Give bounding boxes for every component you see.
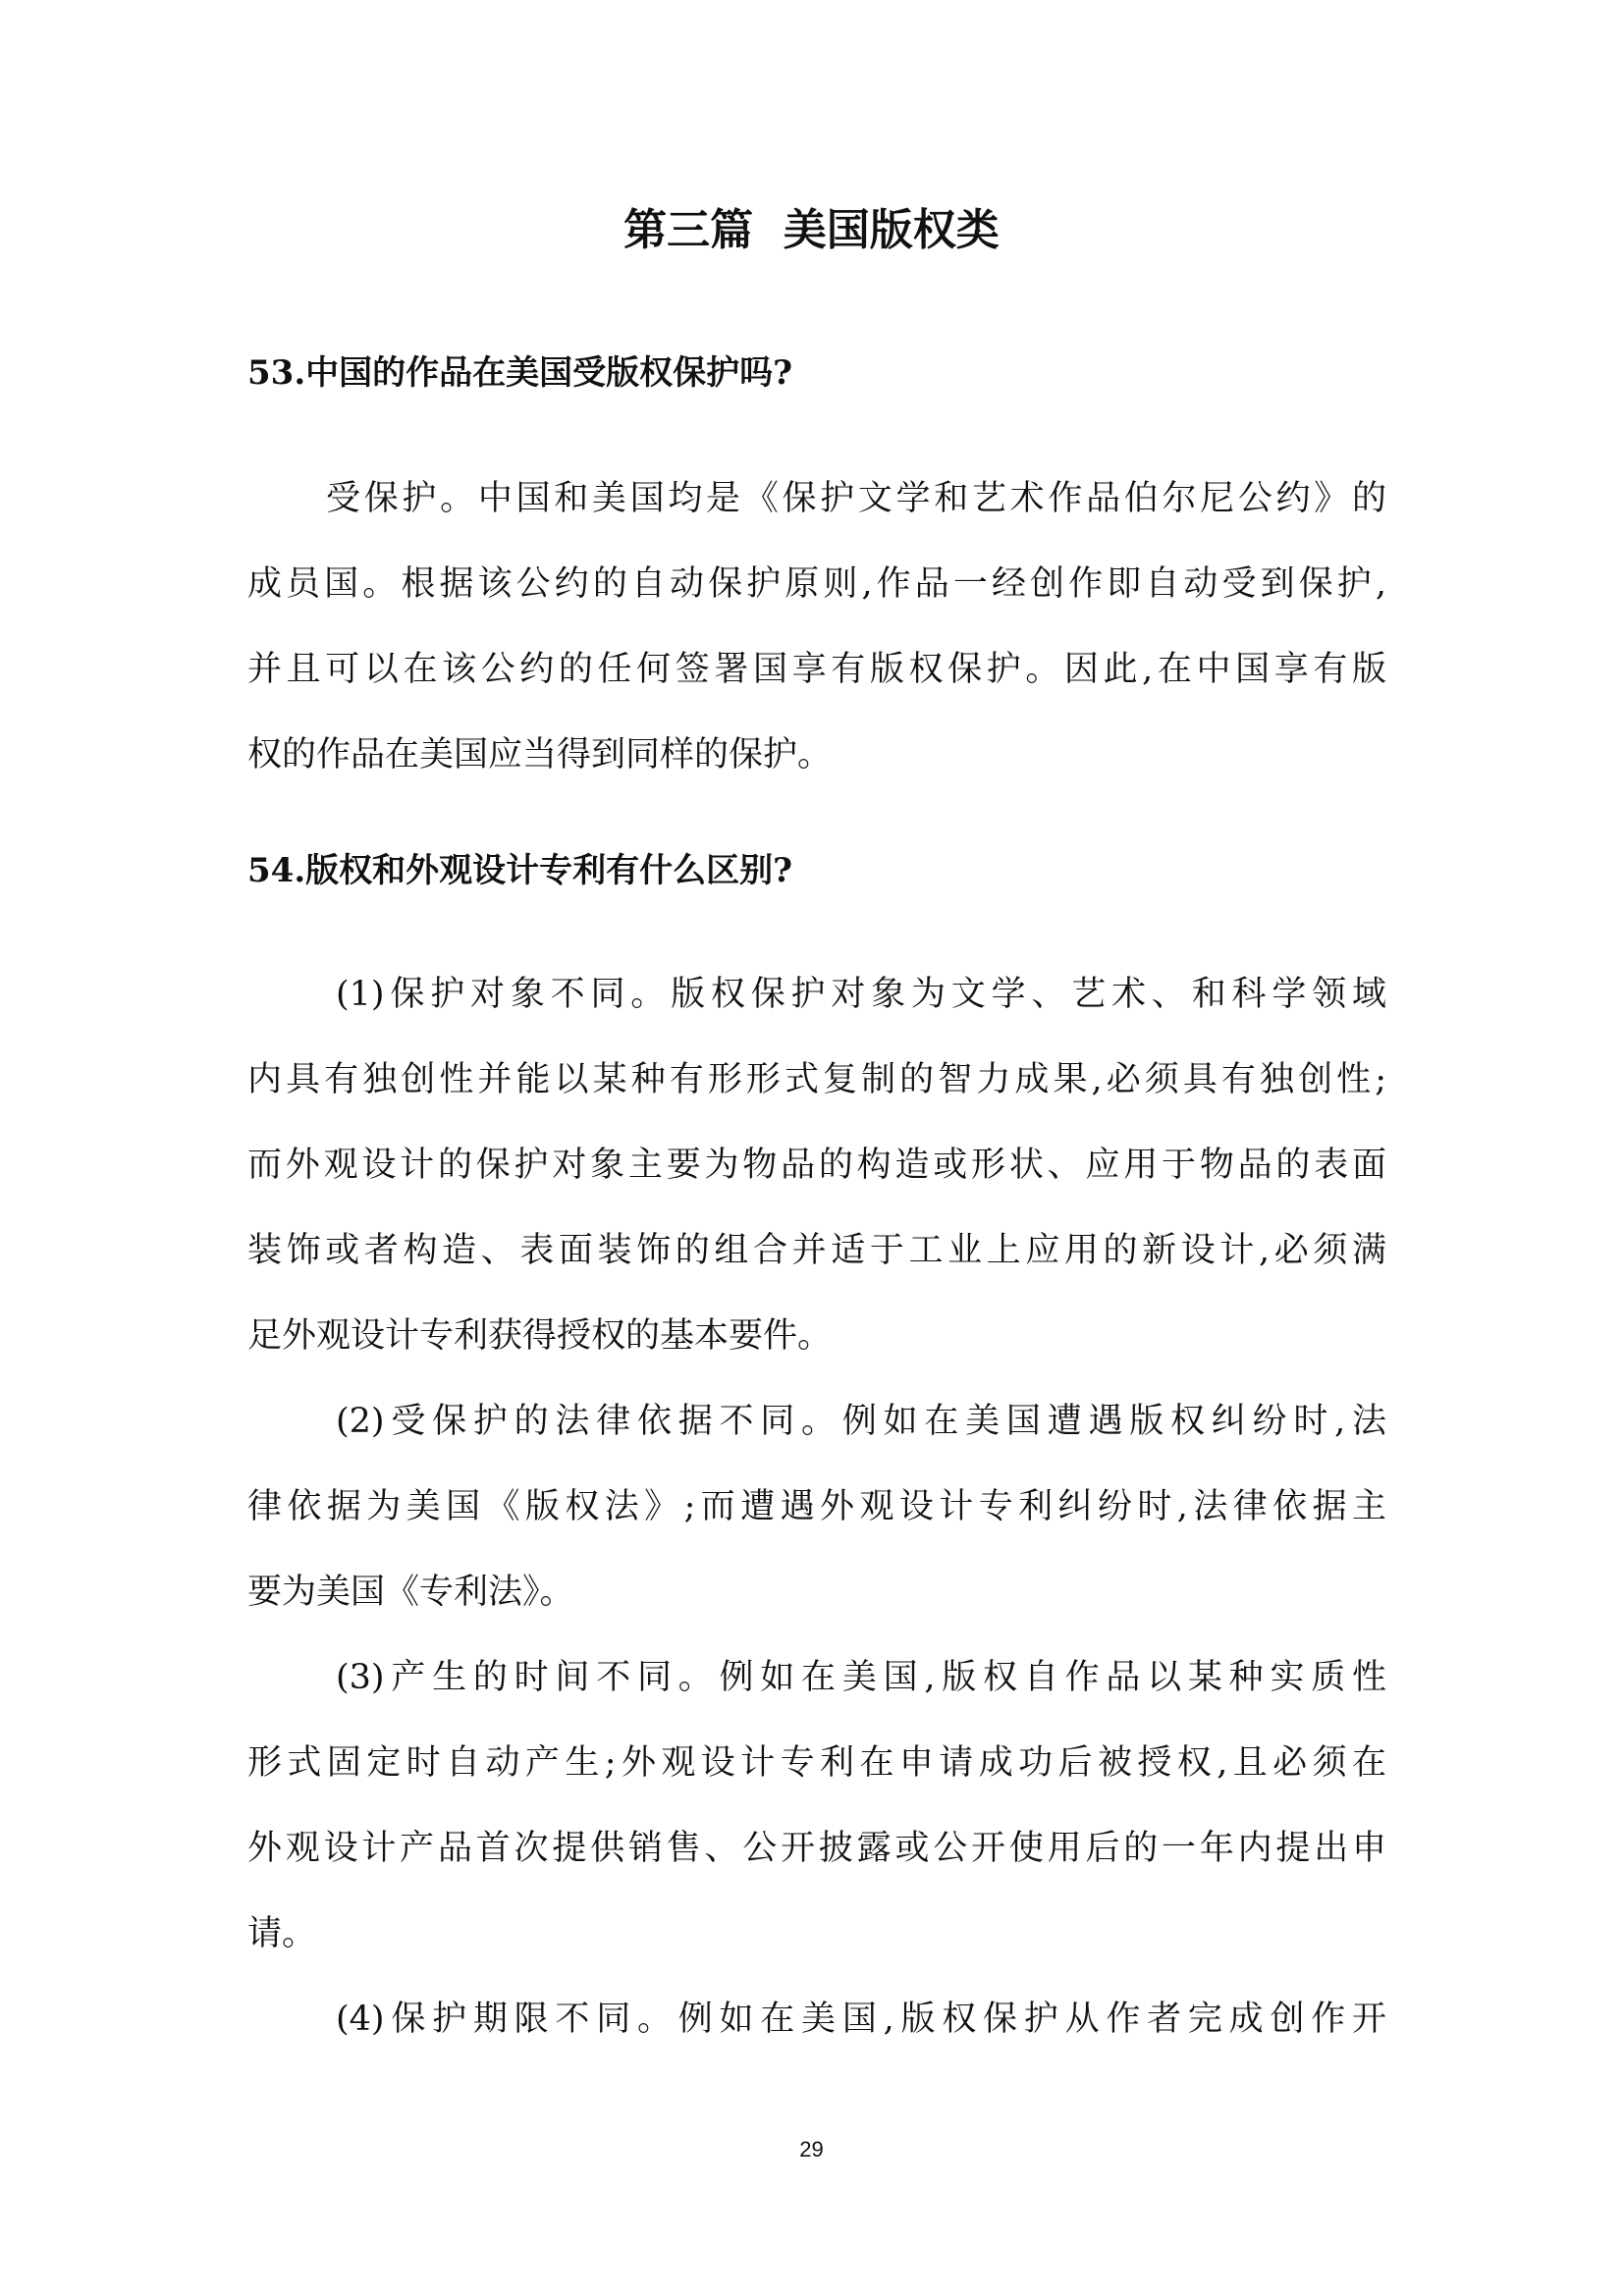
paragraph-line: 要为美国《专利法》。 (247, 1573, 574, 1612)
question-heading-53: 53.中国的作品在美国受版权保护吗? (247, 353, 793, 393)
paragraph-line: 律依据为美国《版权法》;而遭遇外观设计专利纠纷时,法律依据主 (247, 1487, 1386, 1526)
paragraph-line: 请。 (247, 1914, 317, 1953)
paragraph-line: 装饰或者构造、表面装饰的组合并适于工业上应用的新设计,必须满 (247, 1231, 1386, 1270)
paragraph-line: 外观设计产品首次提供销售、公开披露或公开使用后的一年内提出申 (247, 1829, 1386, 1868)
paragraph-line: 而外观设计的保护对象主要为物品的构造或形状、应用于物品的表面 (247, 1146, 1386, 1185)
paragraph-line: 权的作品在美国应当得到同样的保护。 (247, 735, 833, 774)
question-heading-54: 54.版权和外观设计专利有什么区别? (247, 851, 793, 890)
answer-paragraph-54-2 (247, 1379, 1386, 1635)
answer-paragraph-53 (247, 456, 1386, 798)
paragraph-line: 足外观设计专利获得授权的基本要件。 (247, 1316, 833, 1356)
paragraph-line: (2)受保护的法律依据不同。例如在美国遭遇版权纠纷时,法 (336, 1402, 1386, 1441)
paragraph-line: 形式固定时自动产生;外观设计专利在申请成功后被授权,且必须在 (247, 1743, 1386, 1783)
answer-paragraph-54-3 (247, 1635, 1386, 1977)
page-number: 29 (799, 2137, 824, 2162)
paragraph-line: 受保护。中国和美国均是《保护文学和艺术作品伯尔尼公约》的 (326, 479, 1386, 518)
paragraph-line: 并且可以在该公约的任何签署国享有版权保护。因此,在中国享有版 (247, 650, 1386, 689)
chapter-title: 第三篇 美国版权类 (623, 205, 1000, 255)
answer-paragraph-54-4 (247, 1977, 1386, 2062)
paragraph-line: (4)保护期限不同。例如在美国,版权保护从作者完成创作开 (336, 2000, 1386, 2039)
paragraph-line: (3)产生的时间不同。例如在美国,版权自作品以某种实质性 (336, 1658, 1386, 1697)
paragraph-line: (1)保护对象不同。版权保护对象为文学、艺术、和科学领域 (336, 975, 1386, 1014)
paragraph-line: 成员国。根据该公约的自动保护原则,作品一经创作即自动受到保护, (247, 564, 1386, 604)
answer-paragraph-54-1 (247, 952, 1386, 1379)
paragraph-line: 内具有独创性并能以某种有形形式复制的智力成果,必须具有独创性; (247, 1060, 1386, 1099)
